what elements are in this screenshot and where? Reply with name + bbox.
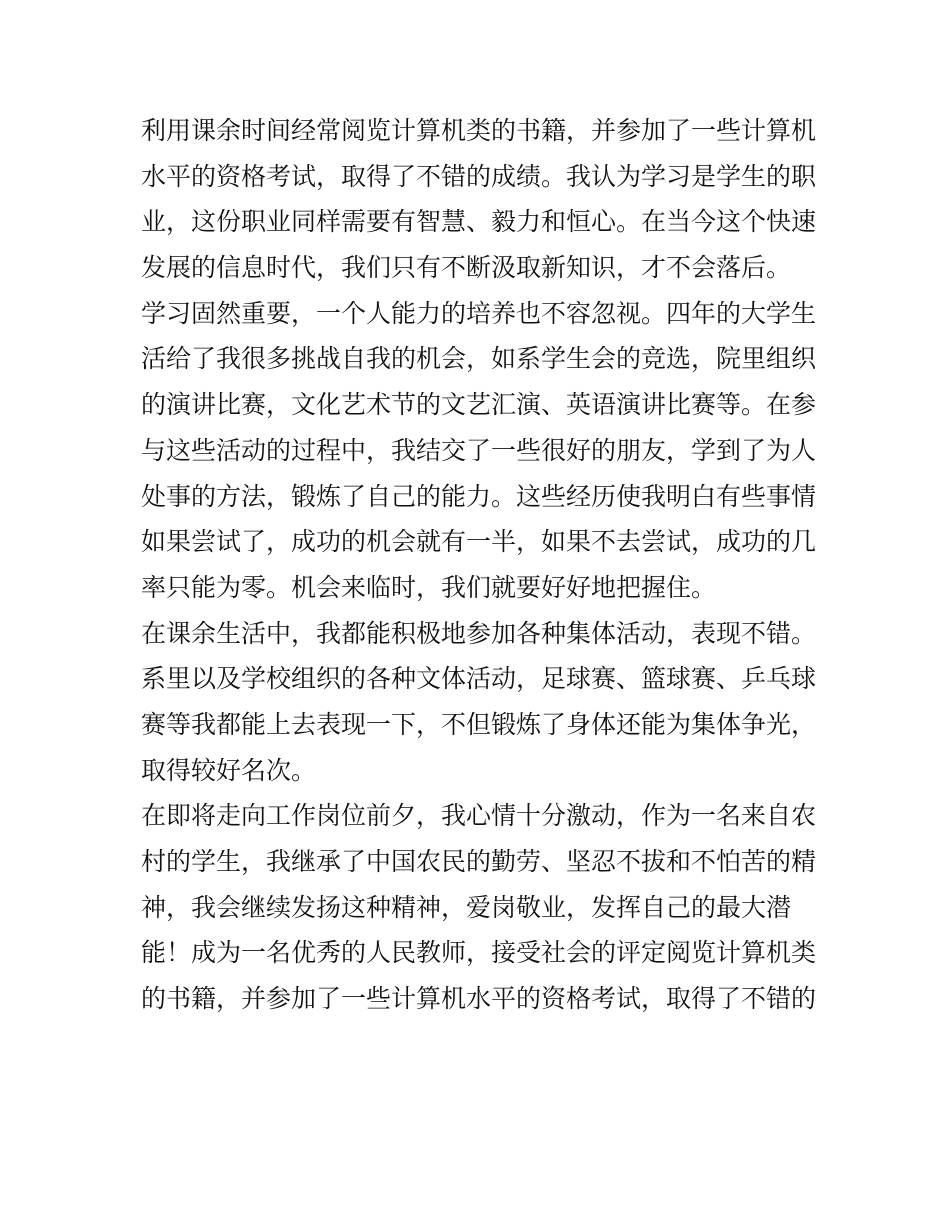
text-line: 的演讲比赛，文化艺术节的文艺汇演、英语演讲比赛等。在参 — [141, 390, 817, 420]
text-line: 赛等我都能上去表现一下，不但锻炼了身体还能为集体争光， — [141, 709, 817, 739]
text-line: 能！成为一名优秀的人民教师，接受社会的评定阅览计算机类 — [141, 938, 817, 968]
text-line: 水平的资格考试，取得了不错的成绩。我认为学习是学生的职 — [141, 161, 817, 191]
text-line: 的书籍，并参加了一些计算机水平的资格考试，取得了不错的 — [141, 984, 817, 1014]
text-line: 在课余生活中，我都能积极地参加各种集体活动，表现不错。 — [141, 618, 817, 648]
text-line: 村的学生，我继承了中国农民的勤劳、坚忍不拔和不怕苦的精 — [141, 847, 817, 876]
text-line: 学习固然重要，一个人能力的培养也不容忽视。四年的大学生 — [141, 298, 817, 328]
body-text — [141, 108, 821, 1022]
text-line: 处事的方法，锻炼了自己的能力。这些经历使我明白有些事情 — [141, 481, 817, 511]
text-line: 在即将走向工作岗位前夕，我心情十分激动，作为一名来自农 — [141, 801, 817, 831]
text-line: 神，我会继续发扬这种精神，爱岗敬业，发挥自己的最大潜 — [141, 892, 792, 922]
text-line: 与这些活动的过程中，我结交了一些很好的朋友，学到了为人 — [141, 435, 817, 465]
text-line: 取得较好名次。 — [141, 755, 317, 785]
text-line: 利用课余时间经常阅览计算机类的书籍，并参加了一些计算机 — [141, 116, 817, 145]
text-line: 业，这份职业同样需要有智慧、毅力和恒心。在当今这个快速 — [141, 207, 817, 237]
text-line: 率只能为零。机会来临时，我们就要好好地把握住。 — [141, 572, 717, 602]
text-line: 如果尝试了，成功的机会就有一半，如果不去尝试，成功的几 — [141, 527, 817, 557]
text-line: 系里以及学校组织的各种文体活动，足球赛、篮球赛、乒乓球 — [141, 664, 817, 694]
text-line: 活给了我很多挑战自我的机会，如系学生会的竞选，院里组织 — [141, 344, 817, 374]
text-line: 发展的信息时代，我们只有不断汲取新知识，才不会落后。 — [141, 253, 792, 283]
